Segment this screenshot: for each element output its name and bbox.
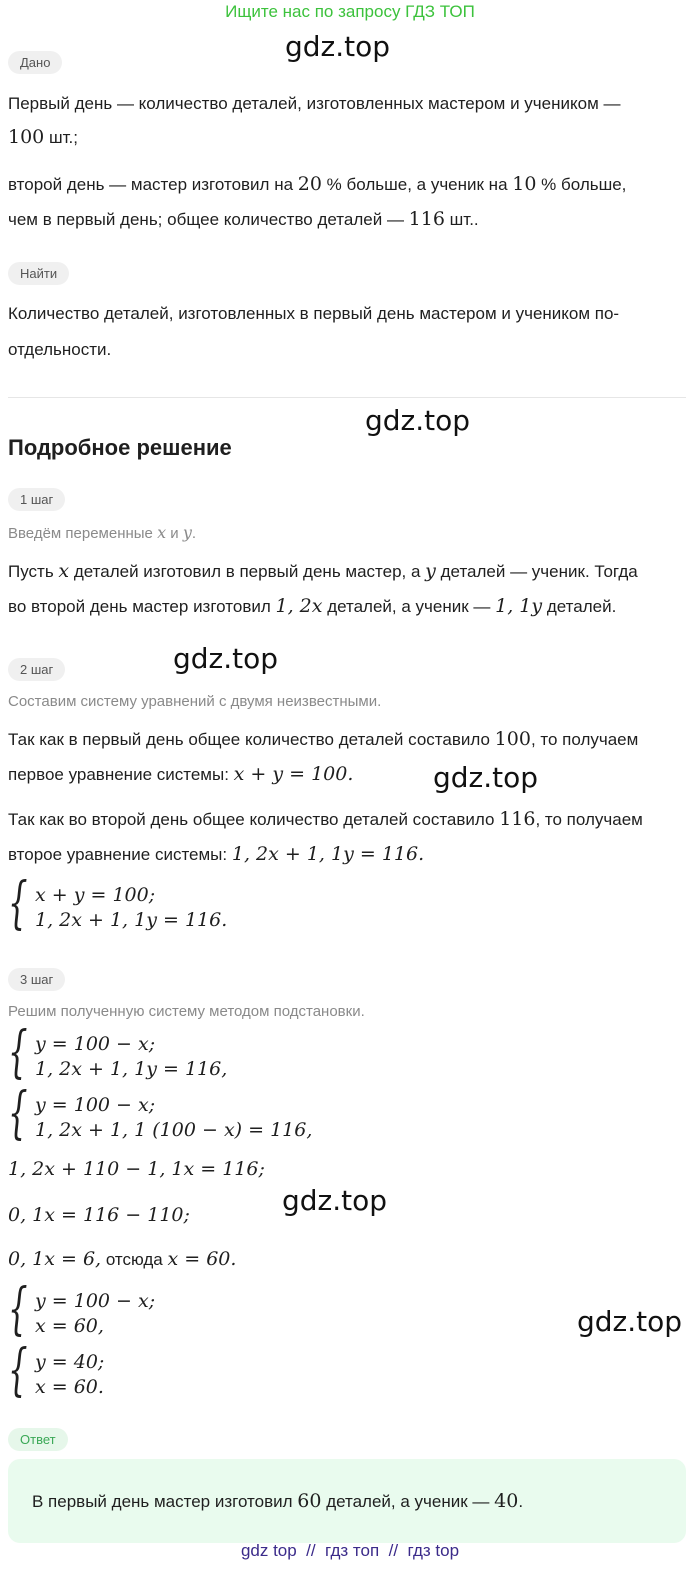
step-pill: 2 шаг (8, 658, 65, 681)
system-line: 1, 2x + 1, 1 (100 − x) = 116, (35, 1119, 313, 1141)
text: отсюда (101, 1250, 168, 1269)
watermark: gdz.top (577, 1305, 683, 1338)
num: 116 (499, 808, 536, 830)
system-line: x + y = 100; (35, 884, 156, 906)
find-pill: Найти (8, 262, 69, 285)
equation-2: 0, 1x = 116 − 110; (8, 1204, 190, 1226)
given-label (8, 51, 62, 74)
step3-hint: Решим полученную систему методом подстановки. (8, 1003, 365, 1020)
num: 20 (297, 173, 322, 195)
text: % больше, (536, 175, 627, 194)
step-pill: 1 шаг (8, 488, 65, 511)
solution-title: Подробное решение (8, 435, 232, 460)
step1-hint (8, 523, 196, 542)
system-line: y = 100 − x; (35, 1094, 156, 1116)
text: В первый день мастер изготовил (32, 1492, 298, 1511)
system-line: y = 100 − x; (35, 1290, 156, 1312)
text: деталей — ученик. Тогда (435, 562, 638, 581)
text: во второй день мастер изготовил (8, 597, 276, 616)
watermark: gdz.top (285, 30, 391, 63)
text: , то получаем (535, 810, 643, 829)
given-line-3 (8, 167, 626, 202)
text: первое уравнение системы: (8, 765, 234, 784)
var: x (58, 560, 70, 582)
num: 116 (408, 208, 445, 230)
brace: { (8, 1338, 28, 1403)
text: . (518, 1492, 524, 1511)
expr: 1, 2x (275, 595, 323, 617)
num: 40 (494, 1490, 519, 1512)
text: шт.. (444, 210, 479, 229)
given-line-2 (8, 120, 78, 155)
top-banner[interactable]: Ищите нас по запросу ГДЗ ТОП (225, 2, 475, 21)
system-line: 1, 2x + 1, 1y = 116, (35, 1058, 228, 1080)
text: Так как во второй день общее количество деталей составило (8, 810, 500, 829)
equation: x + y = 100. (233, 763, 354, 785)
step3-label (8, 968, 65, 991)
num: 10 (512, 173, 537, 195)
text: деталей. (542, 597, 617, 616)
step2-line-2 (8, 757, 353, 792)
step2-label (8, 658, 65, 681)
brace: { (8, 1020, 28, 1085)
equation-3 (8, 1242, 236, 1277)
text: деталей, а ученик — (321, 1492, 495, 1511)
system-line: x = 60. (35, 1376, 104, 1398)
step2-line-4 (8, 837, 424, 872)
system-line: y = 40; (35, 1351, 105, 1373)
system-4 (8, 1338, 338, 1407)
step1-line-2 (8, 589, 616, 624)
find-line-2: отдельности. (8, 340, 112, 359)
text: Пусть (8, 562, 59, 581)
var: x (157, 523, 167, 542)
watermark: gdz.top (173, 642, 279, 675)
equation-1: 1, 2x + 110 − 1, 1x = 116; (8, 1158, 265, 1180)
brace: { (8, 1277, 28, 1342)
text: деталей изготовил в первый день мастер, а (69, 562, 426, 581)
given-line-1: Первый день — количество деталей, изготовленных мастером и учеником — (8, 94, 621, 113)
expr: 1, 1y (495, 595, 543, 617)
step2-line-3 (8, 802, 643, 837)
footer-links[interactable]: gdz top // гдз топ // гдз top (240, 1541, 460, 1560)
answer-pill: Ответ (8, 1428, 68, 1451)
watermark: gdz.top (433, 761, 539, 794)
system-line: x = 60, (35, 1315, 104, 1337)
watermark: gdz.top (365, 404, 471, 437)
watermark: gdz.top (282, 1184, 388, 1217)
find-line-1: Количество деталей, изготовленных в первый день мастером и учеником по- (8, 304, 620, 323)
answer-text (32, 1484, 523, 1519)
given-line-4 (8, 202, 479, 237)
equation: 1, 2x + 1, 1y = 116. (231, 843, 425, 865)
system-line: y = 100 − x; (35, 1033, 156, 1055)
step2-hint: Составим систему уравнений с двумя неизвестными. (8, 693, 382, 710)
text: чем в первый день; общее количество деталей — (8, 210, 409, 229)
system-1 (8, 1020, 338, 1089)
text: % больше, а ученик на (321, 175, 513, 194)
given-unit: шт.; (44, 128, 78, 147)
answer-label (8, 1428, 68, 1451)
given-num-100: 100 (8, 126, 45, 148)
text: и (166, 525, 183, 542)
brace: { (8, 871, 28, 936)
system-line: 1, 2x + 1, 1y = 116. (35, 909, 228, 931)
text: , то получаем (530, 730, 639, 749)
text: . (191, 525, 197, 542)
given-pill: Дано (8, 51, 62, 74)
divider (8, 397, 686, 398)
text: второй день — мастер изготовил на (8, 175, 298, 194)
step1-line-1 (8, 554, 638, 589)
var: y (182, 523, 192, 542)
step1-label (8, 488, 65, 511)
find-label (8, 262, 69, 285)
var: y (425, 560, 436, 582)
step-pill: 3 шаг (8, 968, 65, 991)
num: 100 (494, 728, 531, 750)
step2-line-1 (8, 722, 638, 757)
text: Введём переменные (8, 525, 158, 542)
num: 60 (297, 1490, 322, 1512)
text: Так как в первый день общее количество деталей составило (8, 730, 495, 749)
text: деталей, а ученик — (322, 597, 496, 616)
system-2 (8, 1081, 338, 1150)
system-3 (8, 1277, 338, 1346)
text: второе уравнение системы: (8, 845, 232, 864)
equation: x = 60. (167, 1248, 237, 1270)
equation: 0, 1x = 6, (8, 1248, 102, 1270)
brace: { (8, 1081, 28, 1146)
system-step2 (8, 871, 308, 940)
